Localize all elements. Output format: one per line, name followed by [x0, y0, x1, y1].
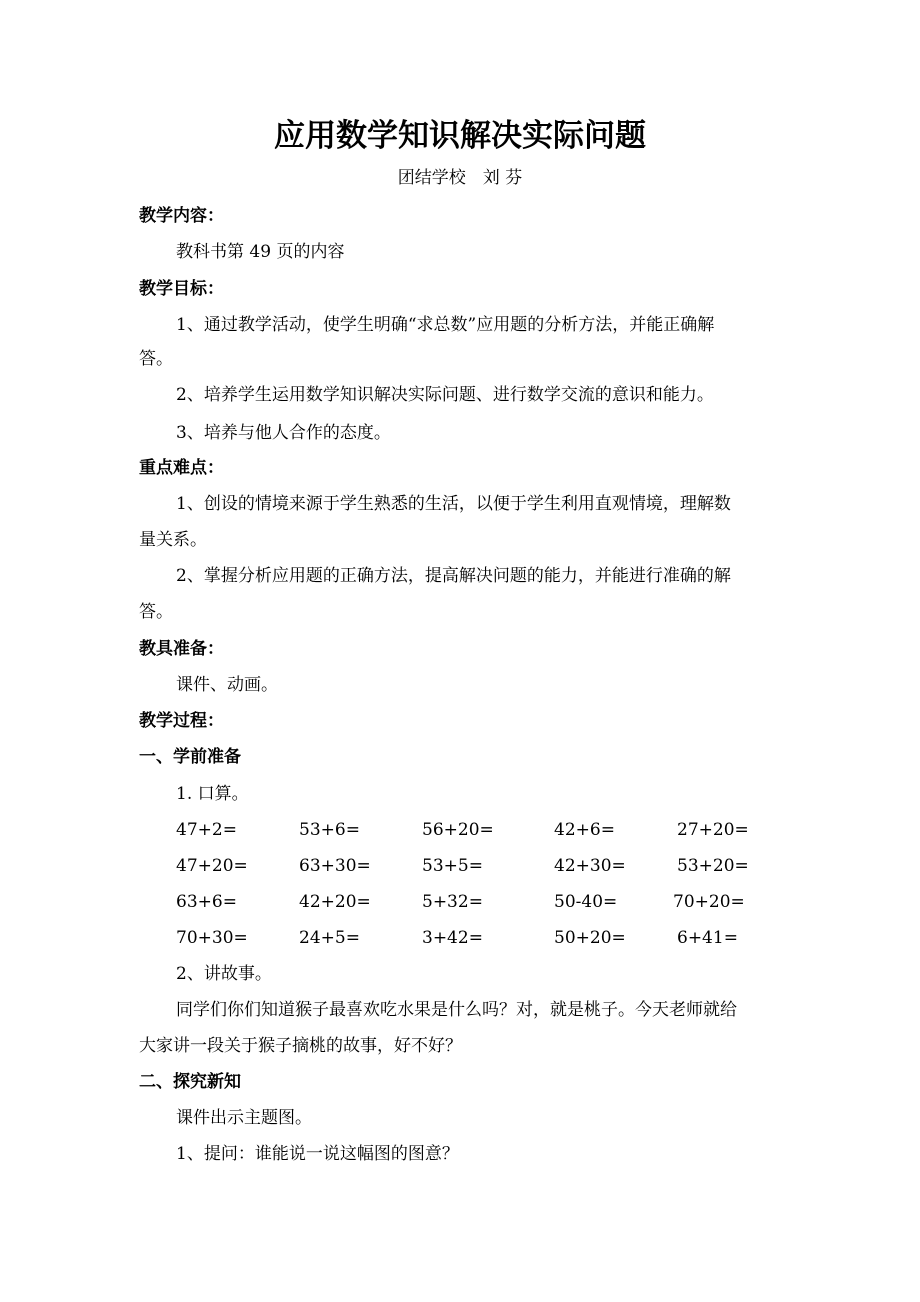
goal-1-line-1: 1、通过教学活动，使学生明确“求总数”应用题的分析方法，并能正确解 — [176, 315, 715, 335]
goal-1-line-2: 答。 — [139, 349, 173, 369]
key-point-1-line-2: 量关系。 — [139, 530, 207, 550]
oral-cell: 63+6= — [176, 892, 237, 912]
author-line: 团结学校 刘 芬 — [397, 168, 523, 188]
oral-cell: 50-40= — [554, 892, 618, 912]
oral-cell: 70+20= — [673, 892, 745, 912]
oral-cell: 63+30= — [299, 856, 371, 876]
story-label: 2、讲故事。 — [176, 964, 272, 984]
oral-cell: 56+20= — [422, 820, 494, 840]
process-heading: 教学过程： — [139, 711, 224, 731]
oral-cell: 42+20= — [299, 892, 371, 912]
oral-cell: 27+20= — [677, 820, 749, 840]
question-text: 1、提问：谁能说一说这幅图的图意？ — [176, 1144, 459, 1164]
story-line-2: 大家讲一段关于猴子摘桃的故事，好不好？ — [139, 1036, 462, 1056]
oral-cell: 70+30= — [176, 928, 248, 948]
oral-cell: 24+5= — [299, 928, 360, 948]
key-point-2-line-1: 2、掌握分析应用题的正确方法，提高解决问题的能力，并能进行准确的解 — [176, 566, 731, 586]
oral-cell: 53+5= — [422, 856, 483, 876]
oral-cell: 6+41= — [677, 928, 738, 948]
content-text: 教科书第 49 页的内容 — [176, 242, 345, 262]
oral-cell: 3+42= — [422, 928, 483, 948]
tools-text: 课件、动画。 — [176, 675, 278, 695]
oral-cell: 47+2= — [176, 820, 237, 840]
oral-cell: 42+30= — [554, 856, 626, 876]
story-line-1: 同学们你们知道猴子最喜欢吃水果是什么吗？对，就是桃子。今天老师就给 — [176, 1000, 737, 1020]
key-point-2-line-2: 答。 — [139, 602, 173, 622]
key-points-heading: 重点难点： — [139, 458, 224, 478]
section-2-heading: 二、探究新知 — [139, 1072, 241, 1092]
tools-heading: 教具准备： — [139, 639, 224, 659]
oral-cell: 47+20= — [176, 856, 248, 876]
courseware-text: 课件出示主题图。 — [176, 1108, 312, 1128]
oral-cell: 53+20= — [677, 856, 749, 876]
goal-3: 3、培养与他人合作的态度。 — [176, 423, 391, 443]
oral-label: 1. 口算。 — [176, 784, 249, 804]
key-point-1-line-1: 1、创设的情境来源于学生熟悉的生活，以便于学生利用直观情境，理解数 — [176, 494, 731, 514]
content-heading: 教学内容： — [139, 206, 224, 226]
section-1-heading: 一、学前准备 — [139, 747, 241, 767]
goals-heading: 教学目标： — [139, 279, 224, 299]
page-title: 应用数学知识解决实际问题 — [274, 118, 646, 154]
oral-cell: 42+6= — [554, 820, 615, 840]
oral-cell: 5+32= — [422, 892, 483, 912]
oral-cell: 53+6= — [299, 820, 360, 840]
goal-2: 2、培养学生运用数学知识解决实际问题、进行数学交流的意识和能力。 — [176, 385, 714, 405]
oral-cell: 50+20= — [554, 928, 626, 948]
